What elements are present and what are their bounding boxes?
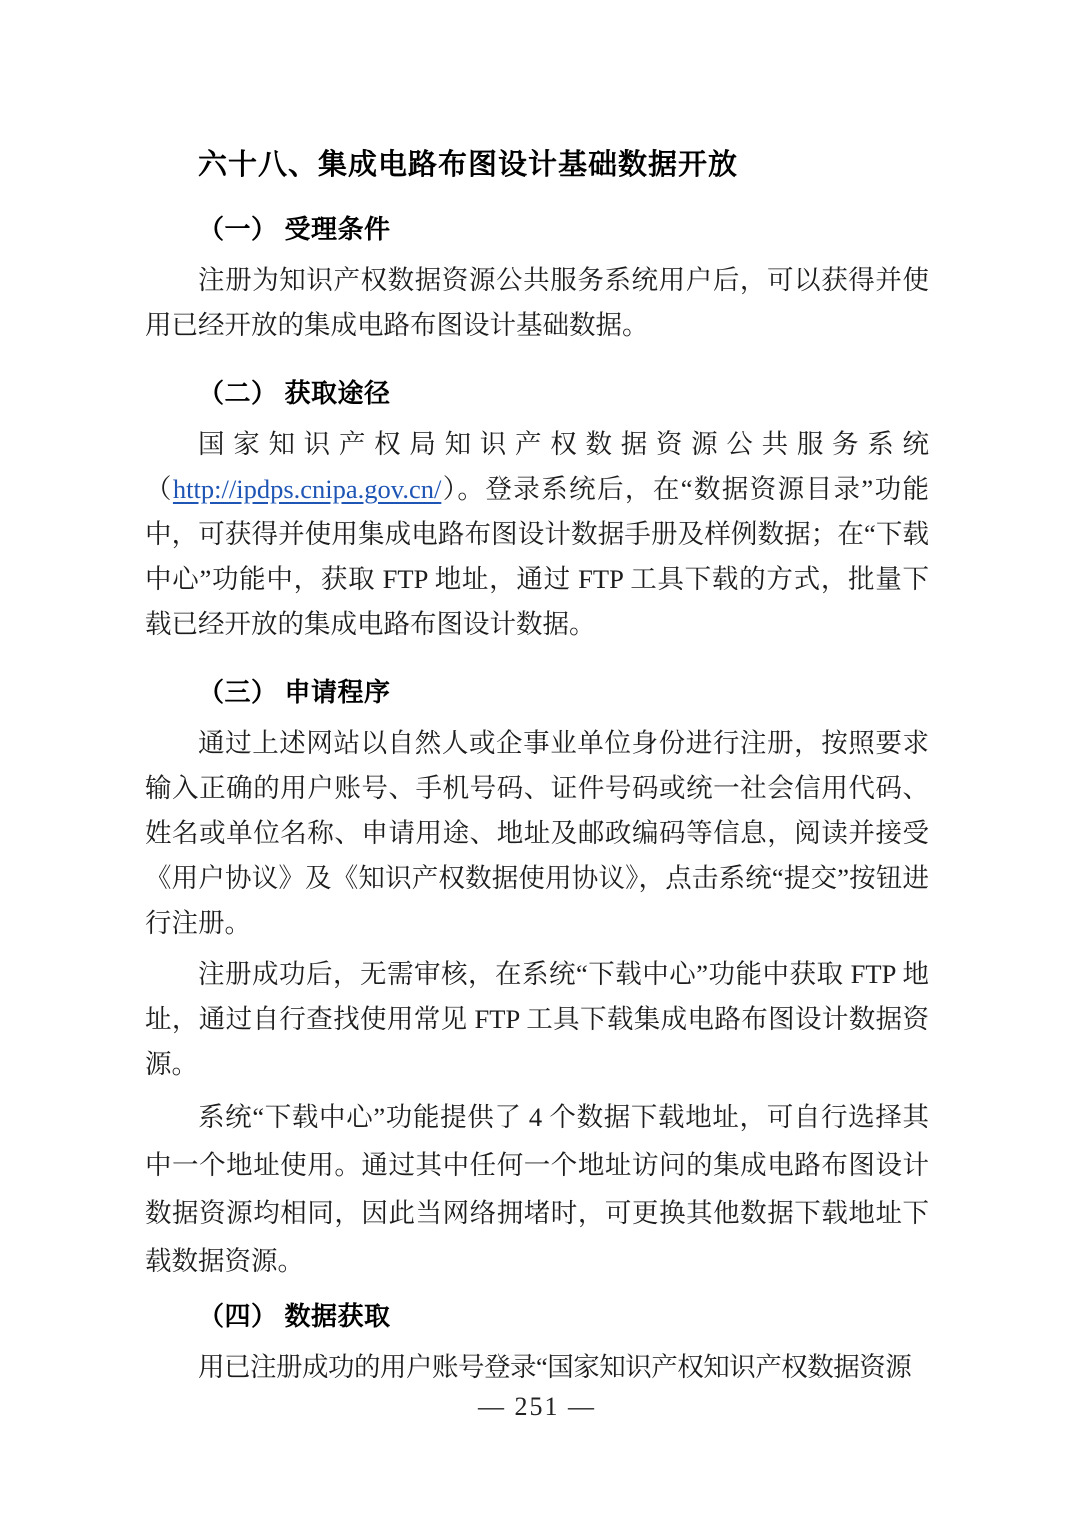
paragraph-text-after-link: ）。登录系统后，在“数据资源目录”功能中，可获得并使用集成电路布图设计数据手册及样例数据；在“下载中心”功能中，获取 FTP 地址，通过 FTP 工具下载的方式，批量下载已经开放的集成电路布图设计数据。 — [145, 474, 929, 639]
document-content — [145, 146, 929, 1390]
paragraph: 注册成功后，无需审核，在系统“下载中心”功能中获取 FTP 地址，通过自行查找使用常见 FTP 工具下载集成电路布图设计数据资源。 — [145, 959, 929, 1079]
paragraph: 用已注册成功的用户账号登录“国家知识产权知识产权数据资源 — [198, 1352, 912, 1382]
paragraph: 注册为知识产权数据资源公共服务系统用户后，可以获得并使用已经开放的集成电路布图设计基础数据。 — [145, 265, 929, 340]
section-heading-3: （三） 申请程序 — [198, 678, 391, 707]
section-application-procedure — [145, 677, 929, 1285]
section-data-acquisition — [145, 1301, 929, 1390]
page-title: 六十八、集成电路布图设计基础数据开放 — [198, 149, 739, 181]
section-heading-4: （四） 数据获取 — [198, 1302, 391, 1331]
section-acceptance-conditions — [145, 214, 929, 348]
section-heading-2: （二） 获取途径 — [198, 379, 391, 408]
paragraph — [145, 422, 929, 647]
paragraph: 通过上述网站以自然人或企事业单位身份进行注册，按照要求输入正确的用户账号、手机号码、证件号码或统一社会信用代码、姓名或单位名称、申请用途、地址及邮政编码等信息，阅读并接受《用户协议》及《知识产权数据使用协议》，点击系统“提交”按钮进行注册。 — [145, 728, 929, 938]
page-number: — 251 — — [478, 1392, 596, 1421]
ipdps-system-link[interactable]: http://ipdps.cnipa.gov.cn/ — [172, 474, 442, 504]
paragraph-text-before-link: 国家知识产权局知识产权数据资源公共服务系统（ — [145, 429, 929, 504]
section-heading-1: （一） 受理条件 — [198, 215, 391, 244]
paragraph: 系统“下载中心”功能提供了 4 个数据下载地址，可自行选择其中一个地址使用。通过其中任何一个地址访问的集成电路布图设计数据资源均相同，因此当网络拥堵时，可更换其他数据下载地址下载数据资源。 — [145, 1102, 929, 1276]
section-access-channels — [145, 378, 929, 647]
